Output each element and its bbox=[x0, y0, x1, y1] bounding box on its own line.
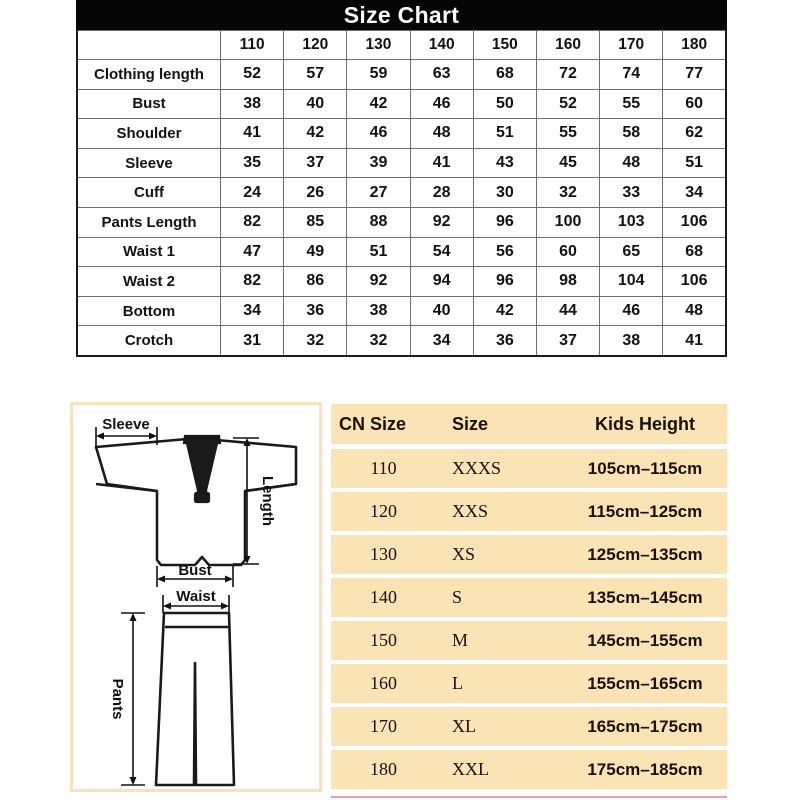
measurement-row-label: Pants Length bbox=[77, 207, 221, 237]
measurement-cell: 27 bbox=[347, 178, 410, 208]
cn-size-value: 110 bbox=[370, 458, 397, 478]
measurement-cell: 68 bbox=[473, 60, 536, 90]
cn-size-value: 160 bbox=[370, 673, 397, 693]
pants-illustration bbox=[156, 613, 234, 785]
measurement-cell: 32 bbox=[284, 326, 347, 356]
kids-height-value: 105cm–115cm bbox=[587, 458, 703, 478]
measurement-cell: 77 bbox=[663, 60, 726, 90]
measurement-cell: 38 bbox=[221, 89, 284, 119]
size-value: S bbox=[452, 587, 463, 607]
cn-table-row bbox=[331, 578, 727, 617]
size-column-header: 160 bbox=[536, 31, 599, 60]
measurement-cell: 35 bbox=[221, 148, 284, 178]
measurement-cell: 96 bbox=[473, 207, 536, 237]
measurement-cell: 86 bbox=[284, 267, 347, 297]
size-column-header: 180 bbox=[663, 31, 726, 60]
measurement-cell: 24 bbox=[221, 178, 284, 208]
measurement-cell: 34 bbox=[410, 326, 473, 356]
cn-table-row bbox=[331, 707, 727, 746]
measurement-cell: 106 bbox=[663, 207, 726, 237]
kids-height-value: 115cm–125cm bbox=[587, 501, 703, 521]
size-column-header: 110 bbox=[221, 31, 284, 60]
measurement-cell: 63 bbox=[410, 60, 473, 90]
size-value: M bbox=[452, 630, 469, 650]
measurement-cell: 104 bbox=[600, 267, 663, 297]
table-row bbox=[77, 237, 726, 267]
table-row bbox=[77, 148, 726, 178]
cn-size-value: 170 bbox=[370, 716, 397, 736]
measurement-cell: 100 bbox=[536, 207, 599, 237]
measurement-cell: 48 bbox=[410, 119, 473, 149]
measurement-cell: 26 bbox=[284, 178, 347, 208]
cn-size-conversion-table bbox=[331, 404, 727, 796]
table-row bbox=[77, 178, 726, 208]
measurement-cell: 45 bbox=[536, 148, 599, 178]
measurement-cell: 33 bbox=[600, 178, 663, 208]
measurement-cell: 98 bbox=[536, 267, 599, 297]
size-value: L bbox=[452, 673, 463, 693]
size-column-header: 170 bbox=[600, 31, 663, 60]
measurement-cell: 38 bbox=[347, 296, 410, 326]
measurement-cell: 44 bbox=[536, 296, 599, 326]
garment-diagram-panel bbox=[70, 402, 322, 792]
measurement-cell: 34 bbox=[663, 178, 726, 208]
measurement-cell: 34 bbox=[221, 296, 284, 326]
measurement-cell: 88 bbox=[347, 207, 410, 237]
measurement-cell: 36 bbox=[284, 296, 347, 326]
measurement-table-header-row bbox=[77, 31, 726, 60]
measurement-cell: 48 bbox=[600, 148, 663, 178]
measurement-cell: 55 bbox=[536, 119, 599, 149]
size-header: Size bbox=[452, 413, 489, 434]
sleeve-label: Sleeve bbox=[102, 416, 150, 433]
measurement-cell: 106 bbox=[663, 267, 726, 297]
measurement-cell: 42 bbox=[473, 296, 536, 326]
cn-size-value: 150 bbox=[370, 630, 397, 650]
waist-label: Waist bbox=[176, 588, 216, 605]
measurement-cell: 72 bbox=[536, 60, 599, 90]
size-value: XL bbox=[452, 716, 476, 736]
page-title: Size Chart bbox=[76, 0, 727, 30]
table-row bbox=[77, 60, 726, 90]
measurement-cell: 92 bbox=[347, 267, 410, 297]
measurement-cell: 39 bbox=[347, 148, 410, 178]
measurement-cell: 54 bbox=[410, 237, 473, 267]
measurement-cell: 40 bbox=[410, 296, 473, 326]
measurement-cell: 51 bbox=[347, 237, 410, 267]
uniform-diagram-svg bbox=[73, 405, 319, 789]
size-value: XXL bbox=[452, 759, 489, 779]
measurement-cell: 52 bbox=[536, 89, 599, 119]
kids-height-value: 175cm–185cm bbox=[587, 759, 703, 779]
measurement-cell: 36 bbox=[473, 326, 536, 356]
measurement-cell: 40 bbox=[284, 89, 347, 119]
cn-table-row bbox=[331, 621, 727, 660]
cn-table-row bbox=[331, 535, 727, 574]
pants-label: Pants bbox=[109, 678, 126, 720]
measurement-cell: 52 bbox=[221, 60, 284, 90]
measurement-cell: 58 bbox=[600, 119, 663, 149]
cn-size-value: 130 bbox=[370, 544, 397, 564]
measurement-cell: 60 bbox=[663, 89, 726, 119]
measurement-row-label: Clothing length bbox=[77, 60, 221, 90]
measurement-cell: 59 bbox=[347, 60, 410, 90]
table-row bbox=[77, 326, 726, 356]
measurement-cell: 32 bbox=[347, 326, 410, 356]
measurement-cell: 31 bbox=[221, 326, 284, 356]
measurement-cell: 43 bbox=[473, 148, 536, 178]
measurement-cell: 82 bbox=[221, 207, 284, 237]
table-row bbox=[77, 296, 726, 326]
measurement-cell: 46 bbox=[410, 89, 473, 119]
measurement-cell: 41 bbox=[410, 148, 473, 178]
measurement-cell: 62 bbox=[663, 119, 726, 149]
measurement-cell: 42 bbox=[347, 89, 410, 119]
cn-size-value: 120 bbox=[370, 501, 397, 521]
measurement-cell: 82 bbox=[221, 267, 284, 297]
measurement-cell: 48 bbox=[663, 296, 726, 326]
bottom-divider bbox=[331, 796, 727, 798]
size-value: XXXS bbox=[452, 458, 502, 478]
measurement-cell: 42 bbox=[284, 119, 347, 149]
measurement-cell: 85 bbox=[284, 207, 347, 237]
cn-size-header: CN Size bbox=[339, 413, 407, 434]
kids-height-header: Kids Height bbox=[594, 413, 695, 434]
measurement-cell: 68 bbox=[663, 237, 726, 267]
measurement-cell: 41 bbox=[221, 119, 284, 149]
cn-size-value: 140 bbox=[370, 587, 397, 607]
measurement-cell: 32 bbox=[536, 178, 599, 208]
table-row bbox=[77, 267, 726, 297]
measurement-cell: 30 bbox=[473, 178, 536, 208]
measurement-row-label: Waist 1 bbox=[77, 237, 221, 267]
measurement-cell: 41 bbox=[663, 326, 726, 356]
measurement-cell: 57 bbox=[284, 60, 347, 90]
measurement-cell: 60 bbox=[536, 237, 599, 267]
measurement-corner-cell bbox=[77, 31, 221, 60]
measurement-cell: 49 bbox=[284, 237, 347, 267]
measurement-row-label: Cuff bbox=[77, 178, 221, 208]
kids-height-value: 135cm–145cm bbox=[587, 587, 703, 607]
measurement-cell: 94 bbox=[410, 267, 473, 297]
measurement-cell: 46 bbox=[600, 296, 663, 326]
kids-height-value: 165cm–175cm bbox=[587, 716, 703, 736]
measurement-table bbox=[76, 30, 727, 357]
kids-height-value: 125cm–135cm bbox=[587, 544, 703, 564]
size-column-header: 130 bbox=[347, 31, 410, 60]
cn-table-row bbox=[331, 750, 727, 789]
size-value: XS bbox=[452, 544, 476, 564]
measurement-row-label: Crotch bbox=[77, 326, 221, 356]
measurement-cell: 74 bbox=[600, 60, 663, 90]
measurement-cell: 47 bbox=[221, 237, 284, 267]
table-row bbox=[77, 207, 726, 237]
kids-height-value: 155cm–165cm bbox=[587, 673, 703, 693]
cn-table-row bbox=[331, 449, 727, 488]
cn-table-row bbox=[331, 492, 727, 531]
measurement-cell: 50 bbox=[473, 89, 536, 119]
measurement-cell: 28 bbox=[410, 178, 473, 208]
measurement-cell: 96 bbox=[473, 267, 536, 297]
measurement-cell: 46 bbox=[347, 119, 410, 149]
measurement-row-label: Shoulder bbox=[77, 119, 221, 149]
measurement-row-label: Bottom bbox=[77, 296, 221, 326]
size-column-header: 140 bbox=[410, 31, 473, 60]
measurement-cell: 92 bbox=[410, 207, 473, 237]
cn-size-value: 180 bbox=[370, 759, 397, 779]
measurement-row-label: Sleeve bbox=[77, 148, 221, 178]
table-row bbox=[77, 89, 726, 119]
length-label: Length bbox=[259, 476, 276, 526]
size-column-header: 120 bbox=[284, 31, 347, 60]
table-row bbox=[77, 119, 726, 149]
measurement-cell: 51 bbox=[663, 148, 726, 178]
measurement-row-label: Bust bbox=[77, 89, 221, 119]
kids-height-value: 145cm–155cm bbox=[587, 630, 703, 650]
measurement-cell: 56 bbox=[473, 237, 536, 267]
cn-table-row bbox=[331, 664, 727, 703]
measurement-cell: 65 bbox=[600, 237, 663, 267]
measurement-cell: 103 bbox=[600, 207, 663, 237]
measurement-cell: 37 bbox=[536, 326, 599, 356]
measurement-cell: 38 bbox=[600, 326, 663, 356]
measurement-cell: 51 bbox=[473, 119, 536, 149]
measurement-cell: 55 bbox=[600, 89, 663, 119]
size-column-header: 150 bbox=[473, 31, 536, 60]
cn-table-header-row bbox=[331, 404, 727, 444]
bust-label: Bust bbox=[178, 562, 212, 579]
measurement-row-label: Waist 2 bbox=[77, 267, 221, 297]
size-chart-table-container bbox=[76, 0, 727, 357]
size-value: XXS bbox=[452, 501, 489, 521]
measurement-cell: 37 bbox=[284, 148, 347, 178]
